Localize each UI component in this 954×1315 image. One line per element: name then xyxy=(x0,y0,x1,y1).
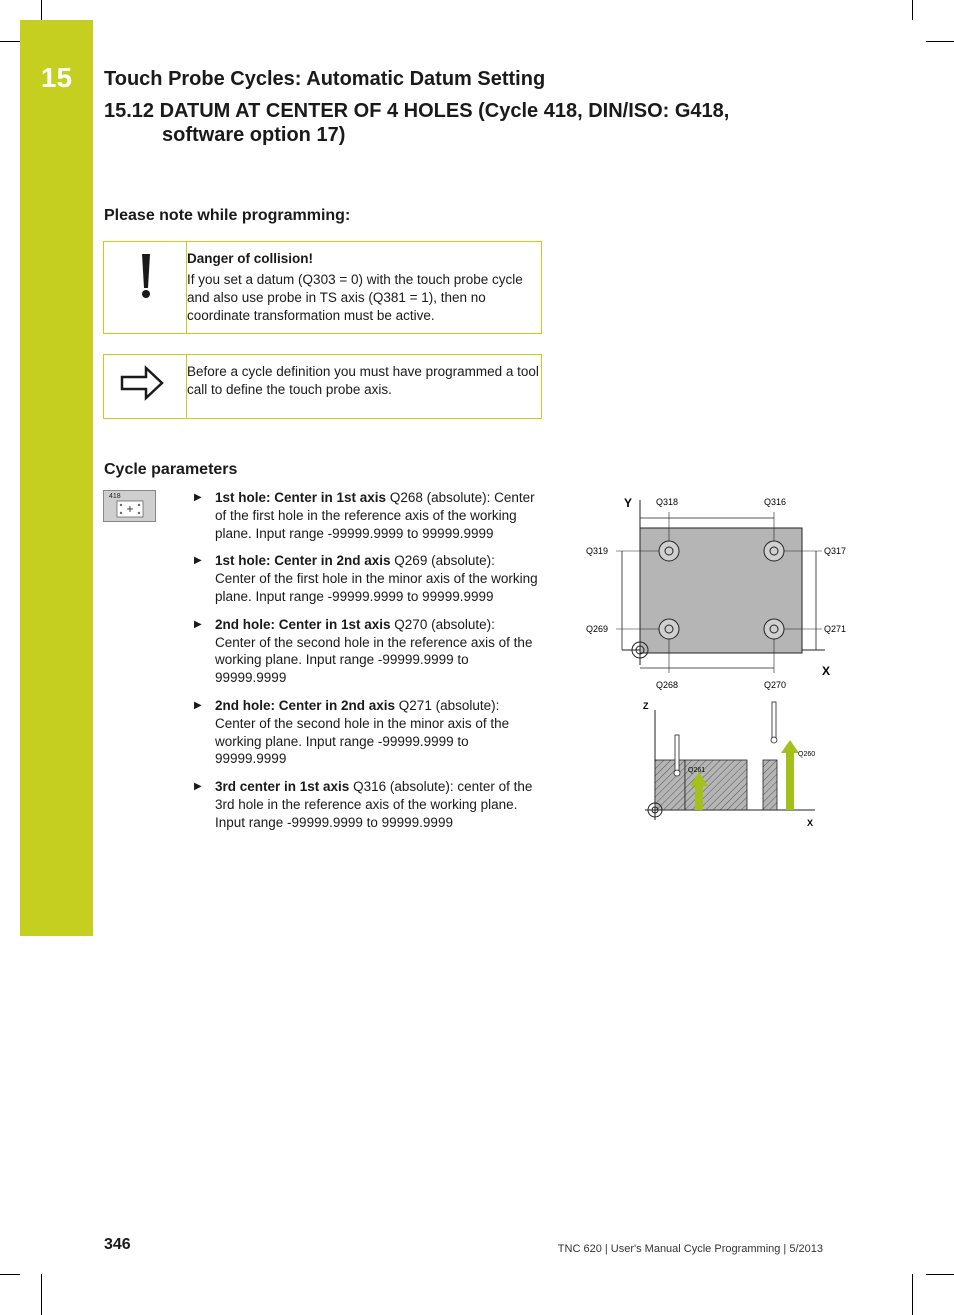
label-q260: Q260 xyxy=(798,751,816,758)
q260-arrow xyxy=(781,740,799,810)
exclamation-icon xyxy=(104,242,186,335)
top-view xyxy=(586,496,846,690)
chapter-sidebar xyxy=(20,20,93,936)
probe-pattern-icon xyxy=(104,491,155,521)
crop-mark xyxy=(41,0,42,20)
label-q317: Q317 xyxy=(824,546,847,556)
section-title-line2: software option 17) xyxy=(162,124,346,146)
section-wall-left xyxy=(655,760,685,810)
bullet-arrow-icon: ▶ xyxy=(194,699,202,711)
note-body: Before a cycle definition you must have programmed a tool call to define the touch probe axis. xyxy=(187,364,539,397)
hole-top-right xyxy=(764,541,784,561)
param-desc: Q316 (absolute): center of the 3rd hole in the reference axis of the working plane. Input range -99999.9999 to 99999.9999 xyxy=(215,779,533,830)
label-q318: Q318 xyxy=(656,497,679,507)
note-icon-cell xyxy=(104,355,187,418)
label-q319: Q319 xyxy=(586,546,609,556)
hole-bottom-left xyxy=(659,619,679,639)
crop-mark xyxy=(41,1274,42,1315)
crop-mark xyxy=(926,41,954,42)
param-item xyxy=(194,778,538,831)
page-number: 346 xyxy=(104,1236,131,1253)
chapter-title: Touch Probe Cycles: Automatic Datum Setting xyxy=(104,68,546,90)
x-axis-label-side: X xyxy=(807,818,814,828)
footer-text: TNC 620 | User's Manual Cycle Programming | 5/2013 xyxy=(557,1243,823,1255)
param-desc: Q271 (absolute): Center of the second hole in the minor axis of the working plane. Input range -99999.9999 to 99999.9999 xyxy=(215,697,510,767)
label-q270: Q270 xyxy=(764,680,787,690)
cycle-icon-label: 418 xyxy=(109,493,121,500)
hole-bottom-right xyxy=(764,619,784,639)
bullet-arrow-icon: ▶ xyxy=(194,618,202,630)
crop-mark xyxy=(926,1274,954,1275)
programming-heading: Please note while programming: xyxy=(104,207,351,224)
side-view xyxy=(643,701,815,828)
warning-box xyxy=(103,241,542,334)
label-q271: Q271 xyxy=(824,624,847,634)
param-name: 2nd hole: Center in 2nd axis xyxy=(215,697,396,713)
param-name: 1st hole: Center in 2nd axis xyxy=(215,553,391,569)
param-desc: Q269 (absolute): Center of the first hole in the minor axis of the working plane. Input range -99999.9999 to 99999.9999 xyxy=(215,553,538,604)
x-axis-label: X xyxy=(822,664,831,678)
parameter-list xyxy=(194,489,538,842)
label-q269: Q269 xyxy=(586,624,609,634)
cycle-diagram xyxy=(580,490,860,835)
section-title-line1: 15.12 DATUM AT CENTER OF 4 HOLES (Cycle 418, DIN/ISO: G418, xyxy=(104,100,730,122)
hole-top-left xyxy=(659,541,679,561)
param-item xyxy=(194,697,538,768)
param-name: 2nd hole: Center in 1st axis xyxy=(215,616,391,632)
param-item xyxy=(194,616,538,687)
bullet-arrow-icon: ▶ xyxy=(194,555,202,567)
bullet-arrow-icon: ▶ xyxy=(194,492,202,503)
cycle-418-softkey-icon xyxy=(103,490,156,522)
param-desc: Q268 (absolute): Center of the first hole in the reference axis of the working plane. Input range -99999.9999 to 99999.9999 xyxy=(215,490,535,541)
param-name: 3rd center in 1st axis xyxy=(215,779,350,795)
y-axis-label: Y xyxy=(624,496,633,510)
z-axis-label: Z xyxy=(643,701,649,711)
crop-mark xyxy=(912,0,913,20)
label-q261: Q261 xyxy=(688,767,706,774)
chapter-number: 15 xyxy=(40,62,73,93)
note-box xyxy=(103,354,542,419)
section-wall-right xyxy=(763,760,777,810)
bullet-arrow-icon: ▶ xyxy=(194,781,202,793)
label-q316: Q316 xyxy=(764,497,787,507)
param-desc: Q270 (absolute): Center of the second hole in the reference axis of the working plane. Input range -99999.9999 to 99999.9999 xyxy=(215,616,533,686)
warning-title: Danger of collision! xyxy=(187,251,314,266)
cycle-parameters-heading: Cycle parameters xyxy=(104,461,238,478)
section-title xyxy=(104,99,804,147)
warning-icon-cell xyxy=(104,242,187,333)
crop-mark xyxy=(0,41,20,42)
arrow-right-icon xyxy=(104,355,186,420)
crop-mark xyxy=(0,1274,20,1275)
label-q268: Q268 xyxy=(656,680,679,690)
probe-stylus-left xyxy=(674,735,680,776)
param-item xyxy=(194,552,538,605)
param-name: 1st hole: Center in 1st axis xyxy=(215,490,387,505)
probe-stylus-right xyxy=(771,702,777,743)
crop-mark xyxy=(912,1274,913,1315)
param-item xyxy=(194,489,538,542)
warning-body: If you set a datum (Q303 = 0) with the touch probe cycle and also use probe in TS axis (Q381 = 1), then no coordinate transformation must be active. xyxy=(187,272,523,323)
